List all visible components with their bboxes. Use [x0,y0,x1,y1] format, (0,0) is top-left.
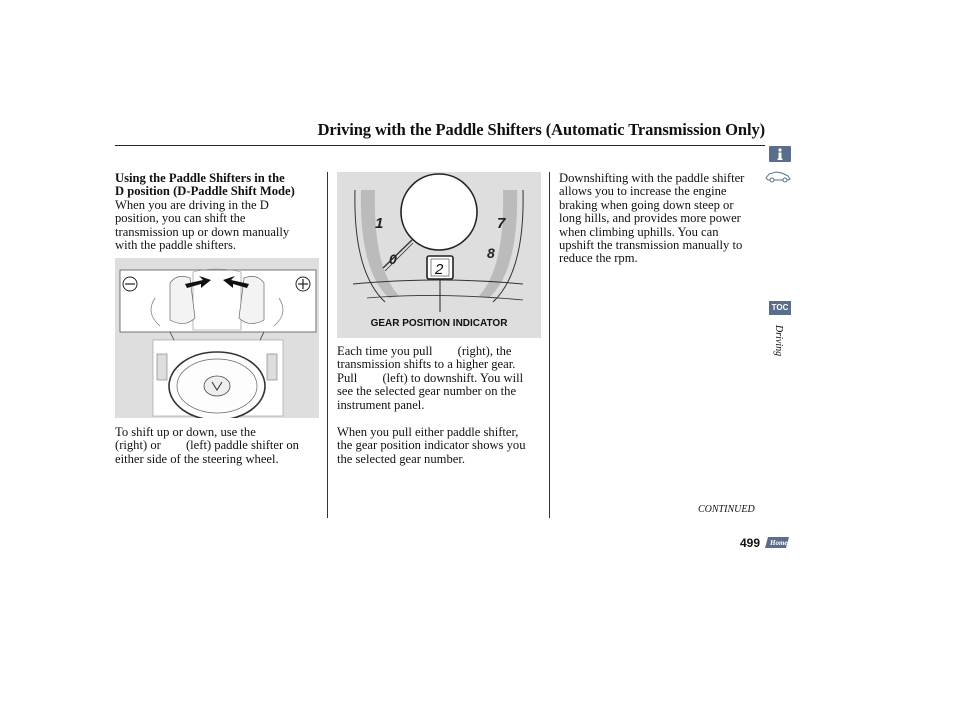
home-label: Home [770,539,788,547]
section-subhead: Using the Paddle Shifters in the D position (D-Paddle Shift Mode) [115,171,295,199]
gauge-number-7: 7 [497,215,506,232]
intro-paragraph: When you are driving in the D position, you can shift the transmission up or down manually with the paddle shifters. [115,197,290,253]
continued-label: CONTINUED [698,504,755,515]
column-divider-2 [549,172,550,518]
page-number: 499 [740,536,761,550]
gear-indicator-figure [337,172,541,338]
section-label: Driving [773,325,784,357]
column-2-paragraph-1: Each time you pull (right), the transmission shifts to a higher gear. Pull (left) to downshift. You will see the selected gear number on the instrument panel. [337,344,524,412]
plus-icon [296,277,310,291]
instrument-cluster-illustration [337,172,541,338]
car-index-tab[interactable] [764,168,792,184]
column-1-intro [115,172,325,252]
column-3-paragraph: Downshifting with the paddle shifter allows you to increase the engine braking when going down steep or long hills, and provides more power when climbing uphills. You can upshift the transmission manually to reduce the rpm. [559,171,745,266]
steering-wheel-figure [115,258,319,418]
column-divider-1 [327,172,328,518]
column-1-instructions: To shift up or down, use the (right) or (left) paddle shifter on either side of the steering wheel. [115,425,299,466]
gauge-number-1: 1 [375,215,384,232]
car-icon [764,168,792,184]
home-icon [764,536,790,549]
home-button[interactable] [764,536,790,549]
gauge-number-8: 8 [487,245,495,261]
column-2-paragraph-2: When you pull either paddle shifter, the gear position indicator shows you the selected gear number. [337,425,526,466]
page-title: Driving with the Paddle Shifters (Automatic Transmission Only) [317,120,765,139]
gear-display-number: 2 [435,261,444,278]
info-icon [769,146,791,162]
steering-wheel-illustration [115,258,319,418]
toc-button[interactable]: TOC [769,301,791,315]
gauge-number-0: 0 [389,251,397,267]
info-tab[interactable] [769,146,791,162]
figure-label: GEAR POSITION INDICATOR [370,318,508,329]
title-divider [115,145,765,146]
minus-icon [123,277,137,291]
